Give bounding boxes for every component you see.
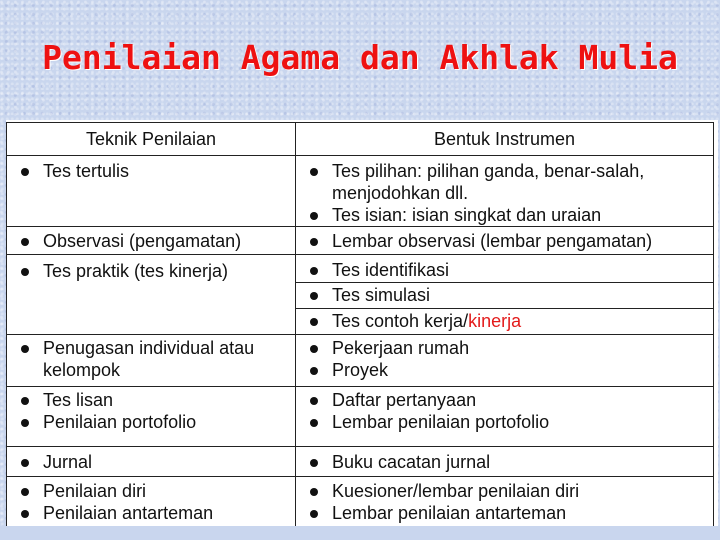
- list-item: Daftar pertanyaan: [296, 389, 713, 411]
- bullet-icon: [310, 318, 318, 326]
- bullet-icon: [310, 488, 318, 496]
- table-row: [7, 447, 714, 477]
- list-item: Tes simulasi: [296, 284, 713, 306]
- list-item: Lembar observasi (lembar pengamatan): [296, 230, 713, 252]
- list-item: Jurnal: [7, 451, 295, 473]
- list-item: Lembar penilaian antarteman: [296, 502, 713, 524]
- table-row: [7, 227, 714, 255]
- list-item: Lembar penilaian portofolio: [296, 411, 713, 433]
- bullet-icon: [310, 367, 318, 375]
- background-strip: [0, 526, 720, 540]
- bullet-icon: [310, 238, 318, 246]
- list-item: Pekerjaan rumah: [296, 337, 713, 359]
- header-bentuk: Bentuk Instrumen: [296, 123, 714, 156]
- list-item: Penilaian diri: [7, 480, 295, 502]
- bullet-icon: [310, 419, 318, 427]
- list-item: Tes pilihan: pilihan ganda, benar-salah, menjodohkan dll.: [296, 160, 713, 204]
- list-item: Penilaian portofolio: [7, 411, 295, 433]
- list-item: Tes contoh kerja/kinerja: [296, 310, 713, 332]
- list-item: Penugasan individual atau kelompok: [7, 337, 295, 381]
- page-title: Penilaian Agama dan Akhlak Mulia: [42, 38, 678, 77]
- list-item: Observasi (pengamatan): [7, 230, 295, 252]
- bullet-icon: [310, 212, 318, 220]
- bullet-icon: [21, 459, 29, 467]
- bullet-icon: [310, 459, 318, 467]
- bullet-icon: [21, 238, 29, 246]
- table-row: [7, 477, 714, 527]
- list-item: Tes tertulis: [7, 160, 295, 182]
- table-header-row: [7, 123, 714, 156]
- bullet-icon: [310, 292, 318, 300]
- list-item: Proyek: [296, 359, 713, 381]
- table-row: [7, 156, 714, 227]
- bullet-icon: [21, 488, 29, 496]
- table-row: [7, 387, 714, 447]
- bullet-icon: [310, 267, 318, 275]
- header-teknik: Teknik Penilaian: [7, 123, 296, 156]
- list-item: Tes isian: isian singkat dan uraian: [296, 204, 713, 226]
- list-item: Tes praktik (tes kinerja): [7, 260, 295, 282]
- bullet-icon: [21, 510, 29, 518]
- list-item: Kuesioner/lembar penilaian diri: [296, 480, 713, 502]
- list-item: Penilaian antarteman: [7, 502, 295, 524]
- table-row: [7, 335, 714, 387]
- bullet-icon: [310, 168, 318, 176]
- list-item: Tes identifikasi: [296, 259, 713, 281]
- bullet-icon: [21, 268, 29, 276]
- bullet-icon: [21, 345, 29, 353]
- bullet-icon: [310, 397, 318, 405]
- bullet-icon: [310, 510, 318, 518]
- list-item: Tes lisan: [7, 389, 295, 411]
- assessment-table: [6, 122, 714, 527]
- bullet-icon: [21, 419, 29, 427]
- list-item: Buku cacatan jurnal: [296, 451, 713, 473]
- bullet-icon: [21, 168, 29, 176]
- table-row: [7, 255, 714, 283]
- bullet-icon: [21, 397, 29, 405]
- bullet-icon: [310, 345, 318, 353]
